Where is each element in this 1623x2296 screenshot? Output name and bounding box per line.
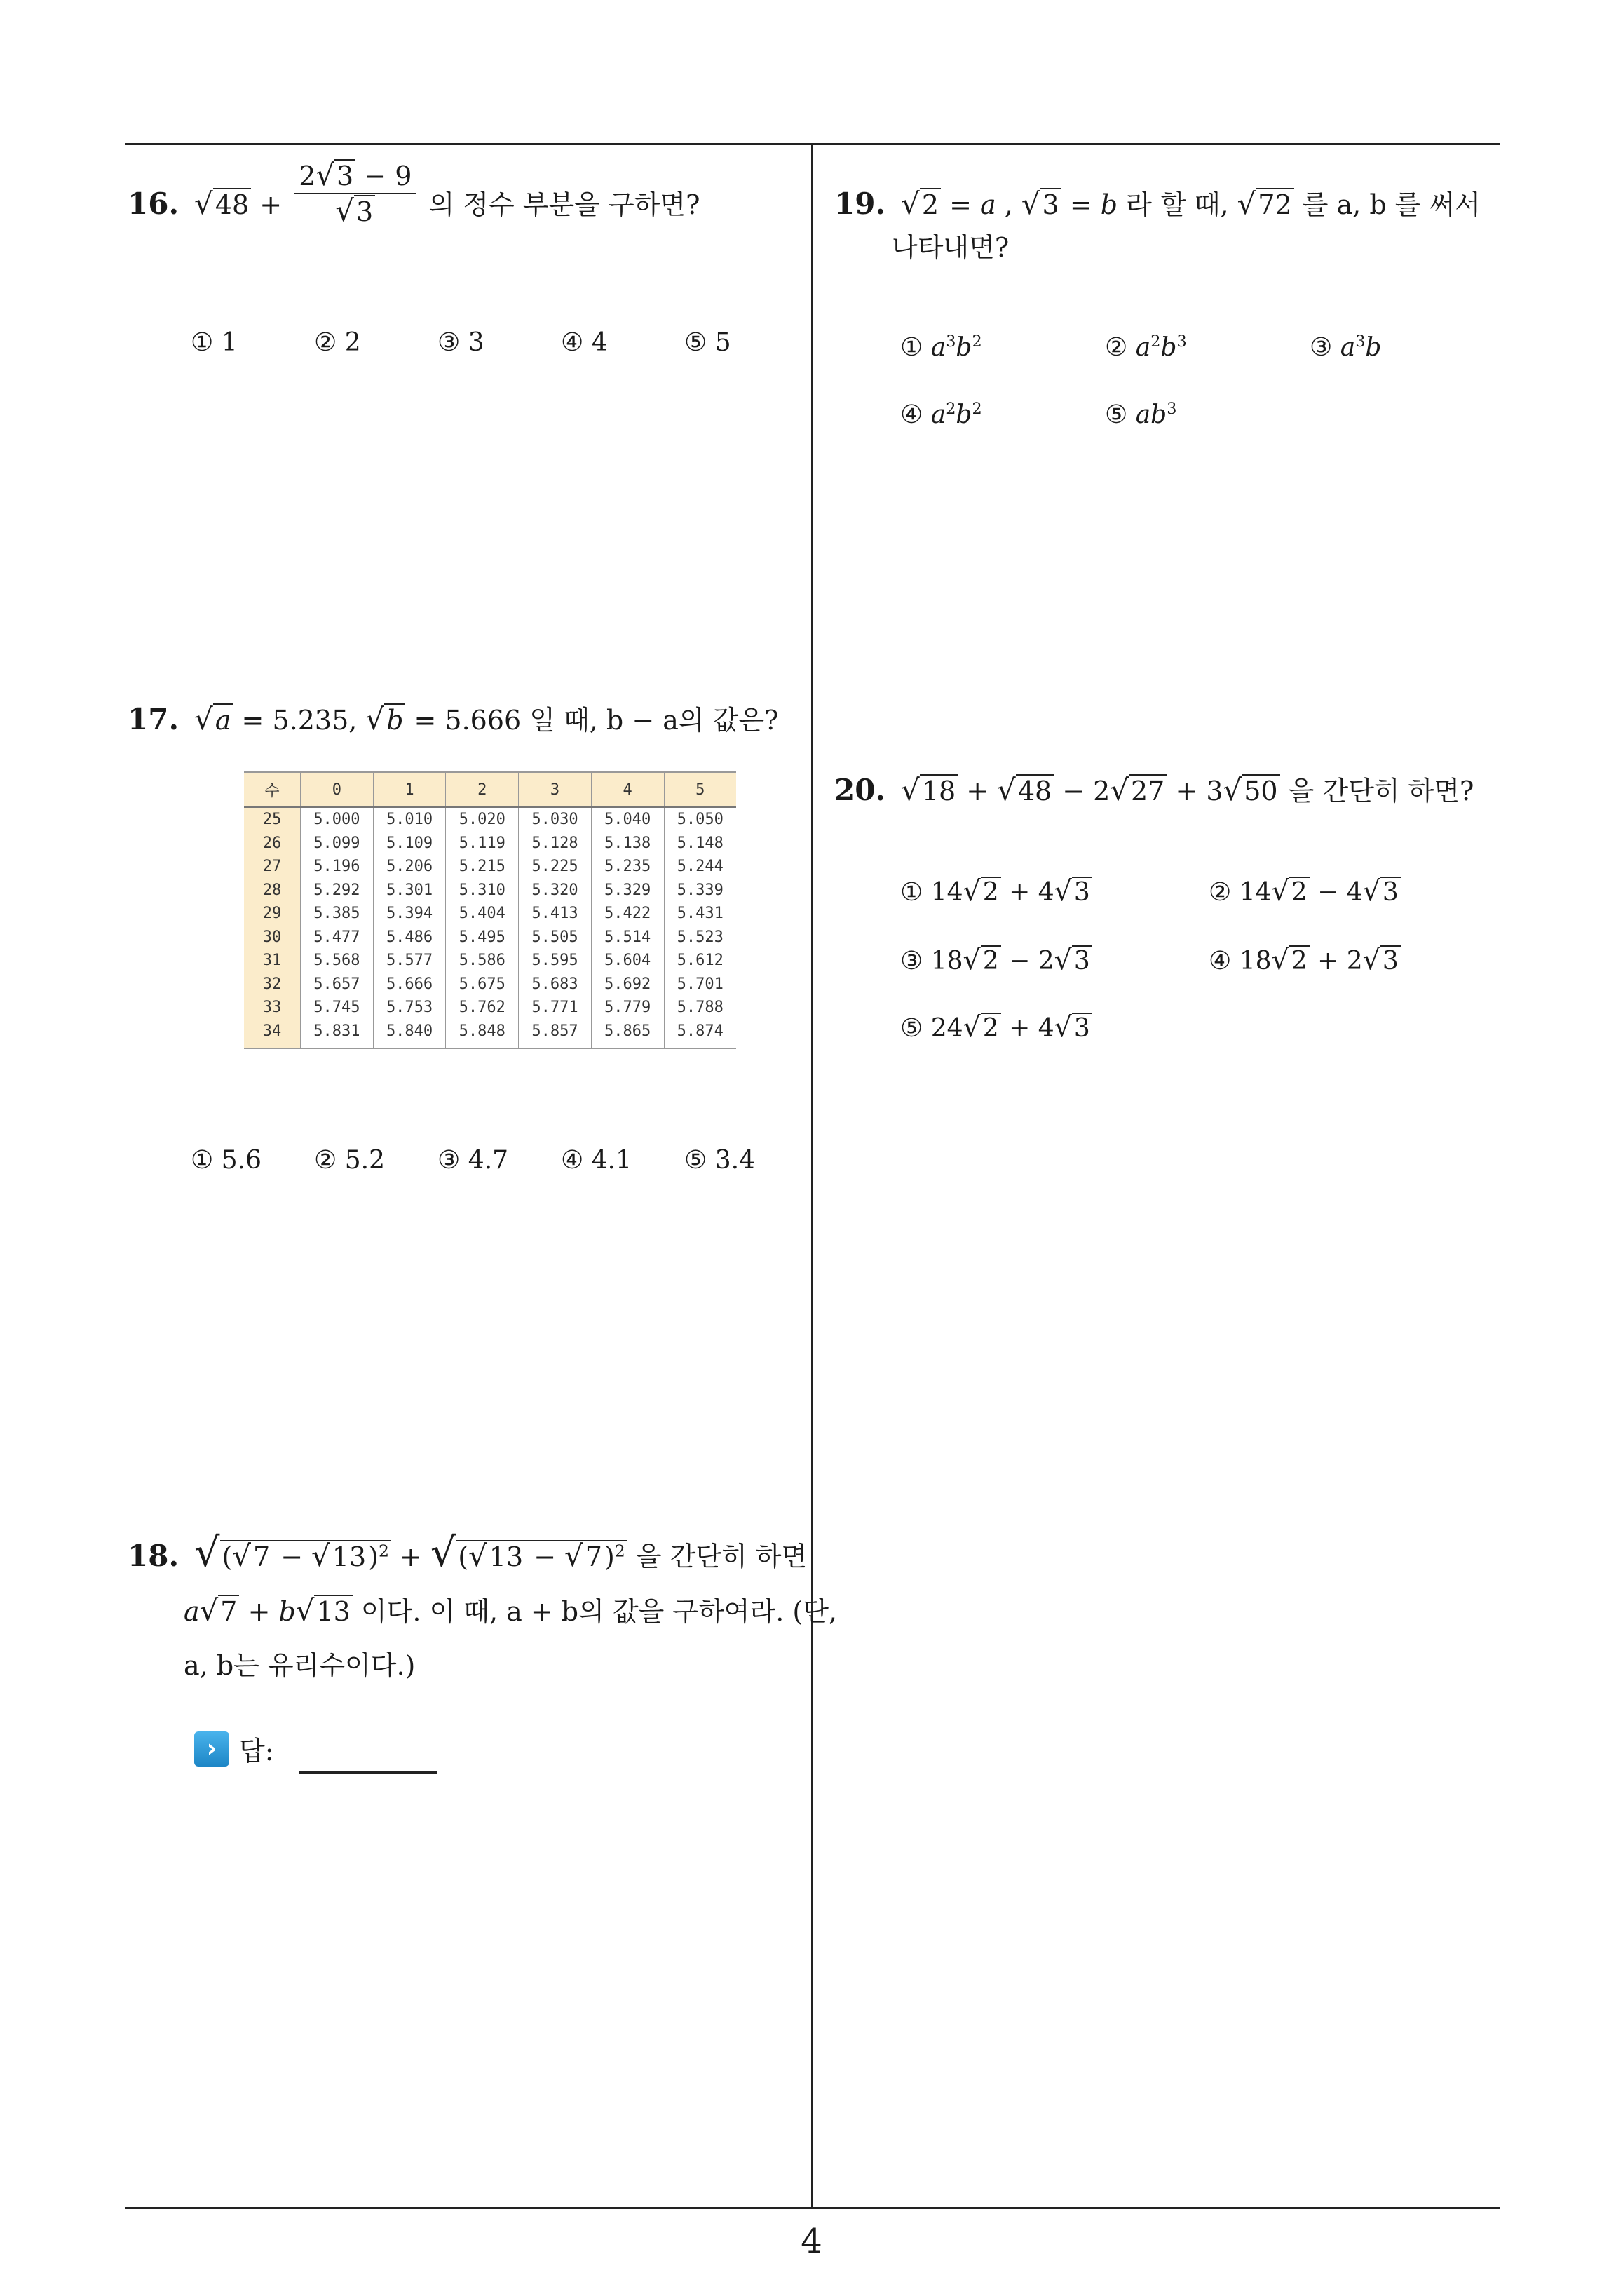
table-cell: 5.657 <box>301 973 374 997</box>
table-cell: 30 <box>244 926 301 950</box>
table-cell: 5.109 <box>373 832 446 856</box>
table-cell: 5.225 <box>519 855 592 879</box>
table-row <box>244 807 736 832</box>
table-cell: 5.320 <box>519 879 592 903</box>
question-19-line2 <box>892 226 1009 269</box>
table-cell: 5.577 <box>373 949 446 973</box>
table-cell: 5.099 <box>301 832 374 856</box>
choice[interactable]: ⑤ 3.4 <box>684 1146 755 1175</box>
choice[interactable]: ① 1 <box>191 328 238 357</box>
table-cell: 5.235 <box>591 855 664 879</box>
question-text: 라 할 때, <box>1126 189 1229 220</box>
choice[interactable]: ③ 3 <box>437 328 484 357</box>
table-cell: 5.753 <box>373 996 446 1020</box>
table-row <box>244 855 736 879</box>
choice[interactable]: ④ 18√2 + 2√3 <box>1209 944 1401 976</box>
math-expression: $√(√7 - √13)^2 + √(√13 - √7)^2$ <box>194 1541 627 1572</box>
question-20 <box>834 769 1474 813</box>
table-cell: 32 <box>244 973 301 997</box>
answer-label: 답: <box>239 1736 274 1767</box>
question-17 <box>128 698 779 742</box>
choice[interactable]: ① 14√2 + 4√3 <box>900 875 1092 907</box>
table-cell: 5.604 <box>591 949 664 973</box>
table-header-row <box>244 772 736 807</box>
math-expression: √2 = a , √3 = b <box>901 187 1118 221</box>
table-row <box>244 949 736 973</box>
question-text: 을 간단히 하면 <box>635 1541 808 1572</box>
table-cell: 5.666 <box>373 973 446 997</box>
square-root-table <box>244 771 736 1049</box>
table-cell: 5.523 <box>677 928 724 946</box>
table-cell: 5.206 <box>373 855 446 879</box>
table-cell: 5.568 <box>301 949 374 973</box>
table-header-cell: 수 <box>244 772 301 807</box>
table-row <box>244 996 736 1020</box>
table-cell: 5.865 <box>591 1020 664 1049</box>
table-cell: 5.771 <box>519 996 592 1020</box>
table-cell: 34 <box>244 1020 301 1049</box>
math-expression: √18 + √48 − 2√27 + 3√50 <box>901 776 1279 806</box>
table-cell: 5.422 <box>591 902 664 926</box>
table-row <box>244 832 736 856</box>
table-header-cell: 0 <box>301 772 374 807</box>
table-cell: 5.840 <box>373 1020 446 1049</box>
table-cell: 5.196 <box>301 855 374 879</box>
table-row <box>244 926 736 950</box>
question-18-line3 <box>184 1644 415 1687</box>
question-number: 17. <box>128 702 179 736</box>
table-cell: 5.848 <box>446 1020 519 1049</box>
table-cell: 5.394 <box>373 902 446 926</box>
question-text: 이다. 이 때, a + b의 값을 구하여라. (단, <box>360 1596 837 1627</box>
table-cell: 5.030 <box>519 807 592 832</box>
choice[interactable]: ④ $a^2b^2$ <box>900 400 982 429</box>
table-cell: 5.612 <box>677 952 724 970</box>
table-cell: 5.683 <box>519 973 592 997</box>
table-cell: 5.779 <box>591 996 664 1020</box>
table-cell: 27 <box>244 855 301 879</box>
table-cell: 5.477 <box>301 926 374 950</box>
table-cell: 5.692 <box>591 973 664 997</box>
table-row <box>244 902 736 926</box>
choice[interactable]: ③ 4.7 <box>437 1146 508 1175</box>
choice[interactable]: ② 2 <box>314 328 361 357</box>
table-cell: 5.413 <box>519 902 592 926</box>
table-cell: 25 <box>244 807 301 832</box>
choice[interactable]: ② $a^2b^3$ <box>1105 332 1187 362</box>
choice[interactable]: ② 5.2 <box>314 1146 385 1175</box>
choice[interactable]: ④ 4 <box>561 328 608 357</box>
math-expression: a√7 + b√13 <box>184 1596 353 1627</box>
table-cell: 5.486 <box>373 926 446 950</box>
answer-blank[interactable] <box>299 1771 437 1774</box>
question-text: 나타내면? <box>892 232 1010 263</box>
question-number: 19. <box>834 187 886 221</box>
table-cell: 5.831 <box>301 1020 374 1049</box>
table-cell: 5.595 <box>519 949 592 973</box>
choice[interactable]: ⑤ $ab^3$ <box>1105 400 1177 429</box>
page-number: 4 <box>801 2222 822 2261</box>
table-row <box>244 1020 736 1049</box>
table-cell: 5.505 <box>519 926 592 950</box>
question-number: 18. <box>128 1538 179 1573</box>
table-cell: 5.762 <box>446 996 519 1020</box>
table-cell: 5.020 <box>446 807 519 832</box>
choice[interactable]: ① $a^3b^2$ <box>900 332 982 362</box>
table-cell: 33 <box>244 996 301 1020</box>
table-cell: 5.301 <box>373 879 446 903</box>
table-header-cell: 1 <box>373 772 446 807</box>
choice[interactable]: ① 5.6 <box>191 1146 262 1175</box>
table-cell: 5.586 <box>446 949 519 973</box>
table-row <box>244 973 736 997</box>
table-cell: 5.329 <box>591 879 664 903</box>
table-cell: 5.404 <box>446 902 519 926</box>
table-header-cell: 4 <box>591 772 664 807</box>
table-cell: 5.128 <box>519 832 592 856</box>
choice[interactable]: ② 14√2 − 4√3 <box>1209 875 1401 907</box>
fraction: $\frac{2√3 - 9}{√3}$ <box>294 158 416 229</box>
table-cell: 26 <box>244 832 301 856</box>
table-cell: 5.745 <box>301 996 374 1020</box>
table-cell: 5.292 <box>301 879 374 903</box>
chevron-right-icon: › <box>194 1731 229 1767</box>
table-cell: 5.000 <box>301 807 374 832</box>
table-cell: 28 <box>244 879 301 903</box>
question-19 <box>834 182 1481 227</box>
table-cell: 5.040 <box>591 807 664 832</box>
answer-area <box>194 1729 274 1768</box>
table-header-cell: 5 <box>664 772 736 807</box>
choice[interactable]: ⑤ 5 <box>684 328 731 357</box>
table-cell: 5.514 <box>591 926 664 950</box>
question-16 <box>128 157 700 229</box>
table-cell: 5.874 <box>664 1020 736 1049</box>
table-cell: 5.788 <box>677 999 724 1017</box>
table-cell: 5.050 <box>677 811 724 829</box>
question-18-line2 <box>184 1589 837 1633</box>
question-text: a, b는 유리수이다.) <box>184 1650 416 1681</box>
table-cell: 29 <box>244 902 301 926</box>
choice[interactable]: ③ $a^3b$ <box>1310 332 1382 362</box>
table-cell: 5.431 <box>677 905 724 923</box>
question-text: 를 a, b 를 써서 <box>1302 189 1481 220</box>
table-cell: 5.495 <box>446 926 519 950</box>
math-expression: √a = 5.235, √b = 5.666 <box>194 702 522 736</box>
table-header-cell: 2 <box>446 772 519 807</box>
choice[interactable]: ⑤ 24√2 + 4√3 <box>900 1011 1092 1044</box>
question-number: 16. <box>128 187 179 221</box>
table-cell: 5.010 <box>373 807 446 832</box>
table-cell: 5.138 <box>591 832 664 856</box>
table-cell: 5.339 <box>677 881 724 899</box>
math-expression: √72 <box>1237 189 1294 220</box>
table-cell: 5.148 <box>677 834 724 852</box>
choice[interactable]: ③ 18√2 − 2√3 <box>900 944 1092 976</box>
question-text: 일 때, b − a의 값은? <box>529 705 779 736</box>
table-cell: 5.215 <box>446 855 519 879</box>
table-cell: 5.119 <box>446 832 519 856</box>
table-cell: 5.244 <box>677 858 724 876</box>
question-text: 을 간단히 하면? <box>1288 776 1474 806</box>
table-row <box>244 879 736 903</box>
table-cell: 31 <box>244 949 301 973</box>
table-cell: 5.857 <box>519 1020 592 1049</box>
table-cell: 5.675 <box>446 973 519 997</box>
column-divider <box>811 144 813 2209</box>
table-cell: 5.701 <box>677 975 724 993</box>
bottom-rule <box>125 2207 1500 2209</box>
question-number: 20. <box>834 773 886 807</box>
table-header-cell: 3 <box>519 772 592 807</box>
math-expression: √48 + <box>194 187 283 221</box>
question-text: 의 정수 부분을 구하면? <box>428 189 700 220</box>
question-18 <box>128 1529 807 1579</box>
choice[interactable]: ④ 4.1 <box>561 1146 632 1175</box>
table-cell: 5.385 <box>301 902 374 926</box>
table-cell: 5.310 <box>446 879 519 903</box>
